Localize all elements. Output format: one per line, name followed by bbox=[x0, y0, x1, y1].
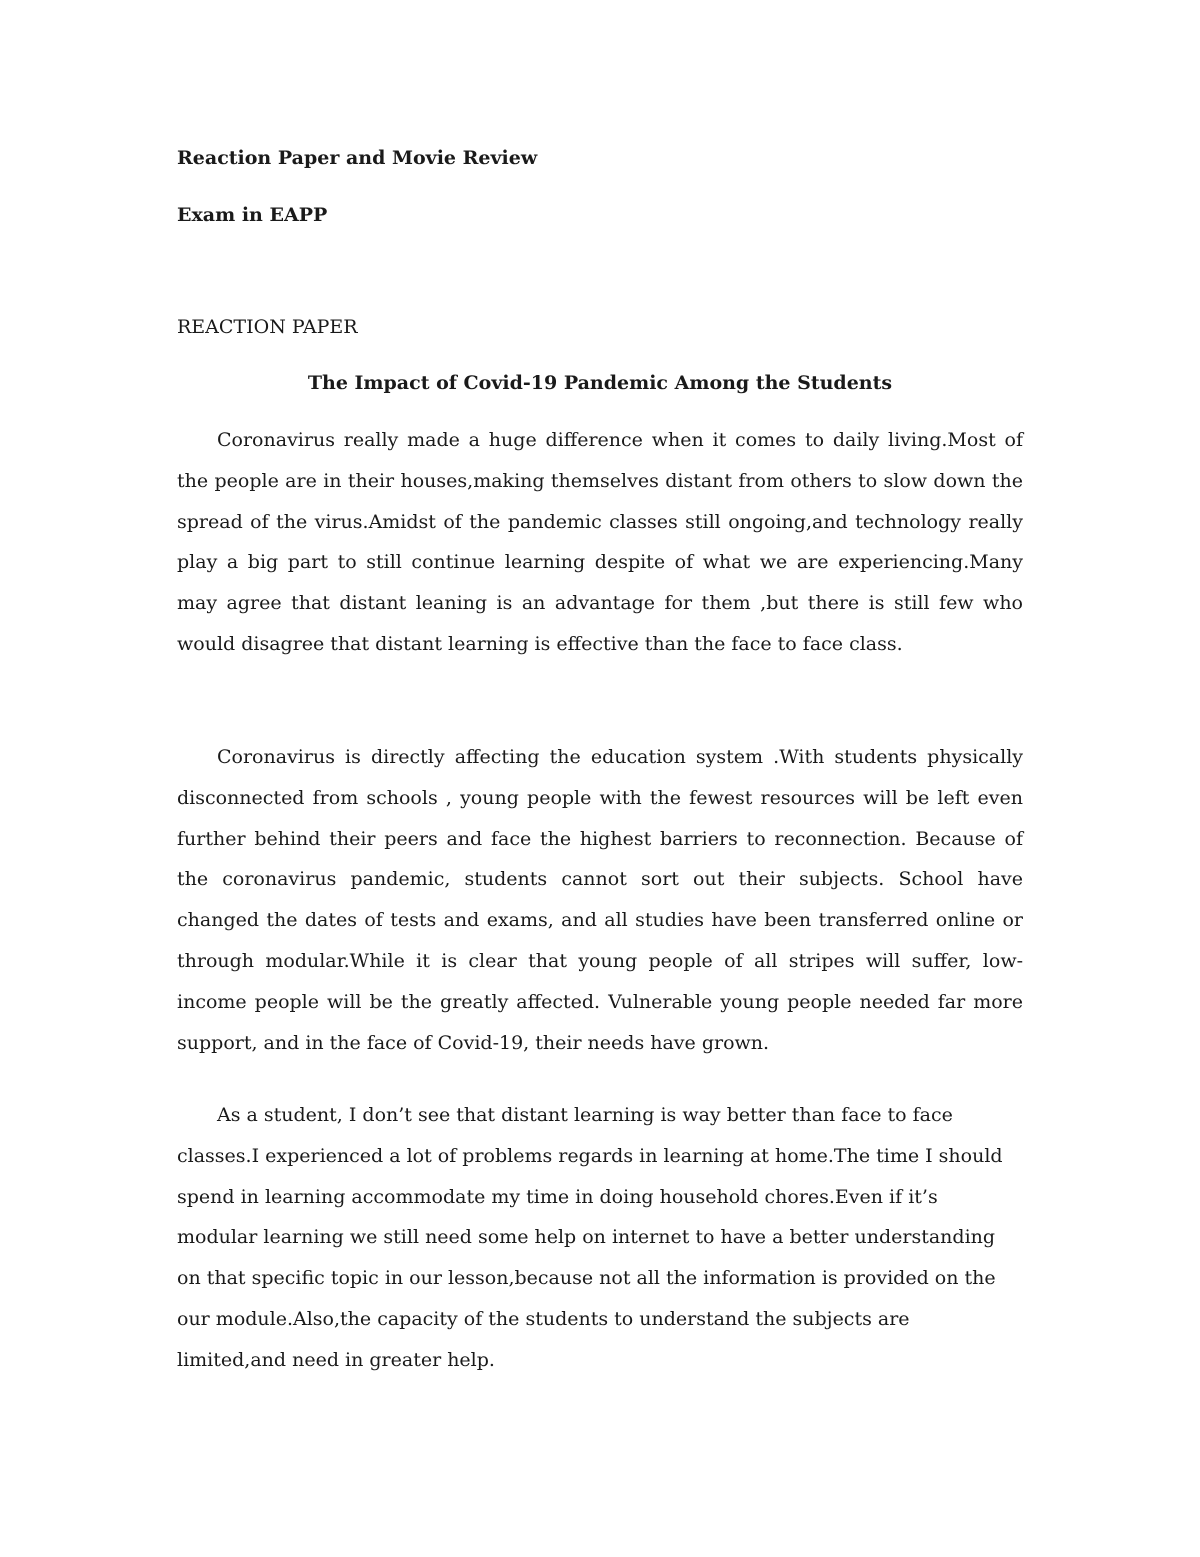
paper-title: The Impact of Covid-19 Pandemic Among the Students bbox=[307, 372, 893, 394]
paragraph-1: Coronavirus really made a huge difference when it comes to daily living.Most of the people are in their houses,making themselves distant from others to slow down the spread of the virus.Amidst of the pandemic classes still ongoing,and technology really play a big part to still continue learning despite of what we are experiencing.Many may agree that distant leaning is an advantage for them ,but there is still few who would disagree that distant learning is effective than the face to face class. bbox=[177, 429, 1023, 655]
section-label: REACTION PAPER bbox=[177, 316, 358, 338]
paragraph-2: Coronavirus is directly affecting the education system .With students physically disconnected from schools , young people with the fewest resources will be left even further behind their peers and face the highest barriers to reconnection. Because of the coronavirus pandemic, students cannot sort out their subjects. School have changed the dates of tests and exams, and all studies have been transferred online or through modular.While it is clear that young people of all stripes will suffer, low-income people will be the greatly affected. Vulnerable young people needed far more support, and in the face of Covid-19, their needs have grown. bbox=[177, 746, 1023, 1054]
document-subheading: Exam in EAPP bbox=[177, 204, 328, 226]
document-heading: Reaction Paper and Movie Review bbox=[177, 147, 538, 169]
paragraph-3: As a student, I don’t see that distant learning is way better than face to face classes.I experienced a lot of problems regards in learning at home.The time I should spend in learning accommodate my time in doing household chores.Even if it’s modular learning we still need some help on internet to have a better understanding on that specific topic in our lesson,because not all the information is provided on the our module.Also,the capacity of the students to understand the subjects are limited,and need in greater help. bbox=[177, 1104, 1003, 1371]
